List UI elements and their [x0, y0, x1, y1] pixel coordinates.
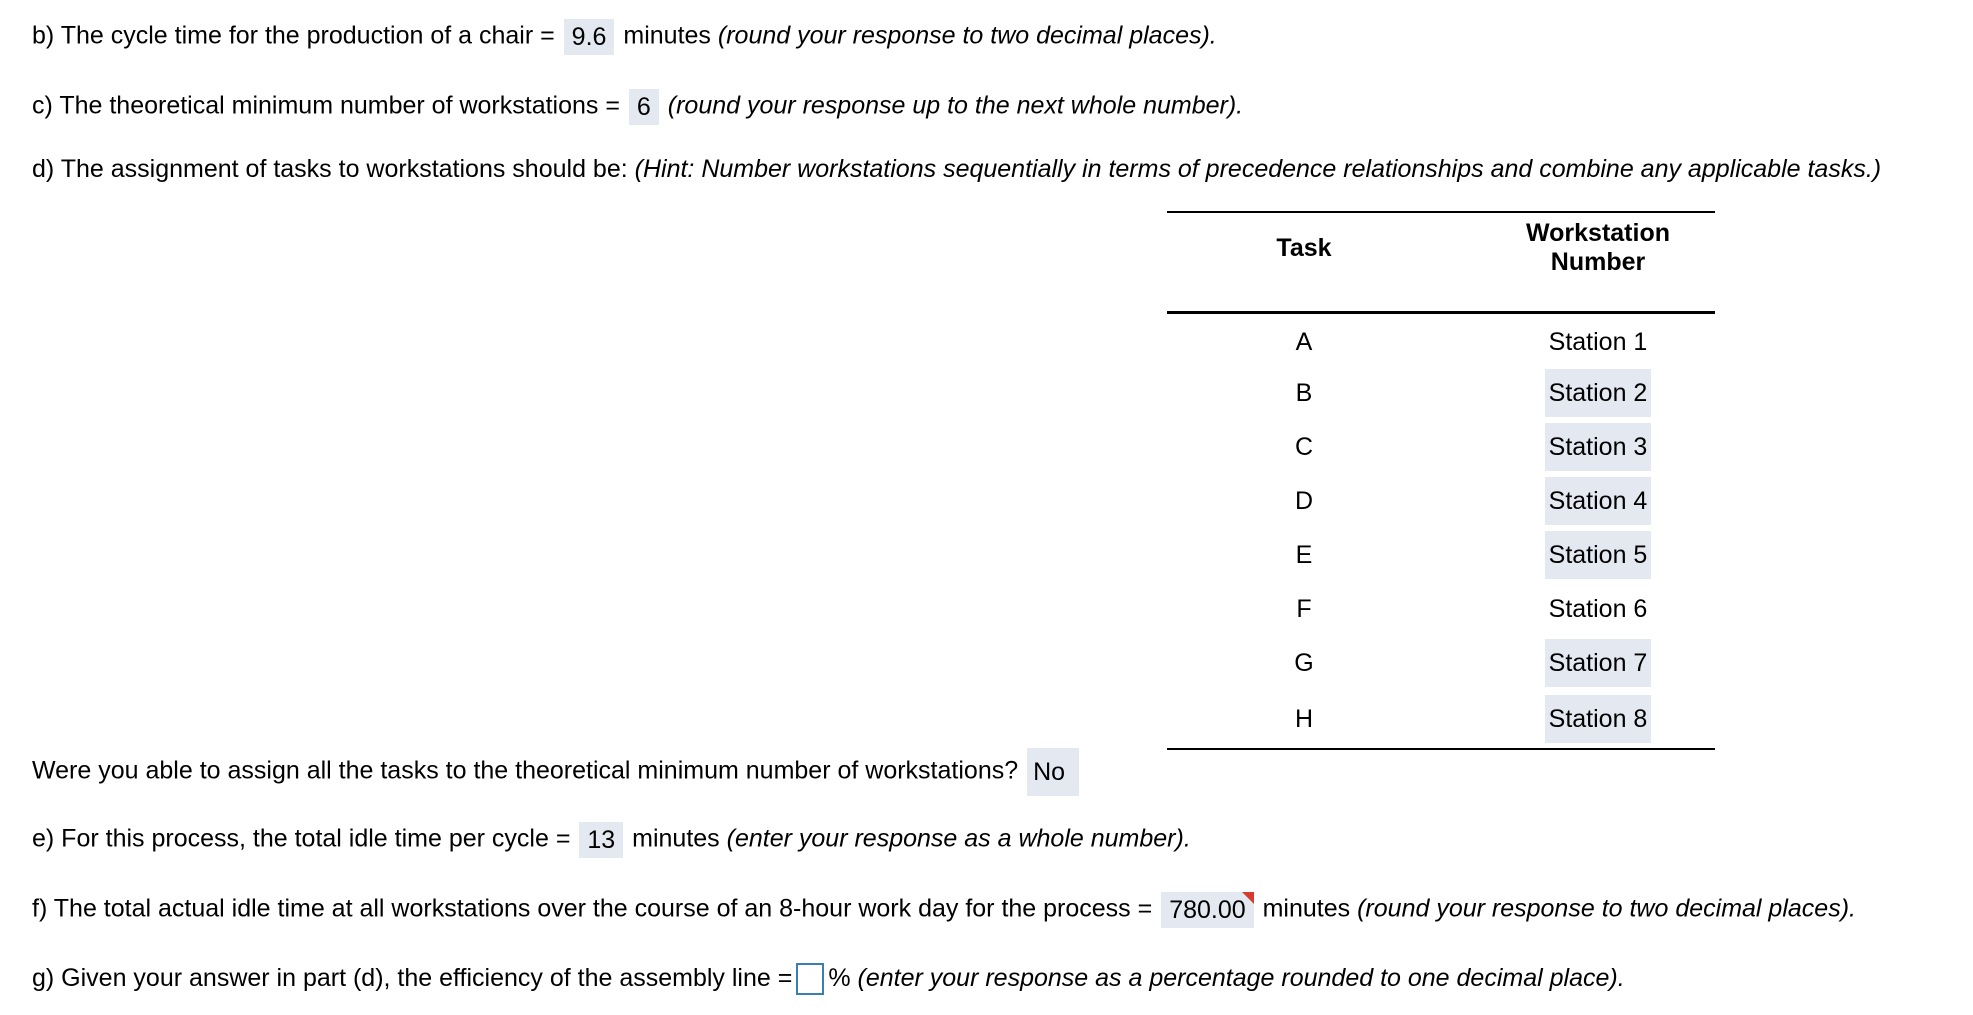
part-e-hint: (enter your response as a whole number).	[726, 824, 1191, 853]
part-f-prefix: f) The total actual idle time at all workstations over the course of an 8-hour work day for the process =	[32, 894, 1153, 923]
part-b-suffix: minutes	[623, 21, 711, 50]
part-b-hint: (round your response to two decimal places).	[717, 21, 1217, 50]
assignment-question-answer[interactable]: No	[1027, 748, 1079, 796]
task-assignment-table	[1167, 211, 1715, 750]
station-select[interactable]: Station 6	[1548, 595, 1648, 623]
table-row	[1167, 474, 1715, 528]
task-cell: C	[1294, 432, 1314, 461]
station-select[interactable]: Station 4	[1545, 477, 1652, 525]
station-select[interactable]: Station 3	[1545, 423, 1652, 471]
task-cell: B	[1295, 378, 1313, 407]
part-f-suffix: minutes	[1262, 894, 1351, 923]
table-row	[1167, 313, 1715, 367]
task-cell: F	[1296, 594, 1312, 623]
station-select[interactable]: Station 1	[1548, 328, 1648, 356]
part-d-question-line	[32, 748, 1081, 796]
part-c-line	[32, 89, 1243, 125]
cycle-time-answer[interactable]: 9.6	[564, 19, 615, 55]
table-row	[1167, 528, 1715, 582]
part-f-hint: (round your response to two decimal places).	[1357, 894, 1856, 923]
workstation-column-header: Workstation Number	[1441, 212, 1715, 313]
part-g-hint: (enter your response as a percentage rounded to one decimal place).	[857, 964, 1625, 992]
table-row	[1167, 582, 1715, 636]
station-select[interactable]: Station 5	[1545, 531, 1652, 579]
task-column-header: Task	[1167, 212, 1441, 313]
task-cell: E	[1295, 540, 1313, 569]
part-e-prefix: e) For this process, the total idle time per cycle =	[32, 824, 571, 853]
part-c-prefix: c) The theoretical minimum number of workstations =	[32, 91, 620, 120]
min-workstations-answer[interactable]: 6	[629, 89, 659, 125]
part-e-line	[32, 822, 1191, 858]
task-cell: G	[1294, 648, 1314, 677]
daily-idle-time-answer[interactable]: 780.00	[1161, 892, 1253, 928]
task-cell: H	[1167, 690, 1441, 749]
part-d-hint: (Hint: Number workstations sequentially in terms of precedence relationships and combine any applicable tasks.)	[634, 155, 1882, 183]
task-cell: D	[1294, 486, 1314, 515]
part-g-suffix: %	[828, 964, 851, 992]
table-row	[1167, 366, 1715, 420]
task-cell: A	[1295, 327, 1313, 356]
part-b-prefix: b) The cycle time for the production of a chair =	[32, 21, 555, 50]
part-g-line	[32, 962, 1625, 995]
part-c-hint: (round your response up to the next whole number).	[667, 91, 1244, 120]
part-f-line	[32, 892, 1856, 928]
part-d-line	[32, 153, 1881, 185]
assignment-question: Were you able to assign all the tasks to the theoretical minimum number of workstations?	[32, 756, 1019, 785]
table-row	[1167, 690, 1715, 749]
station-select[interactable]: Station 7	[1545, 639, 1652, 687]
efficiency-input[interactable]	[796, 963, 824, 995]
part-d-prefix: d) The assignment of tasks to workstations should be:	[32, 155, 628, 183]
part-b-line	[32, 19, 1217, 55]
table-row	[1167, 420, 1715, 474]
station-select[interactable]: Station 8	[1545, 695, 1652, 743]
part-e-suffix: minutes	[632, 824, 720, 853]
table-row	[1167, 636, 1715, 690]
station-select[interactable]: Station 2	[1545, 369, 1652, 417]
idle-time-per-cycle-answer[interactable]: 13	[579, 822, 623, 858]
part-g-prefix: g) Given your answer in part (d), the efficiency of the assembly line =	[32, 964, 793, 992]
